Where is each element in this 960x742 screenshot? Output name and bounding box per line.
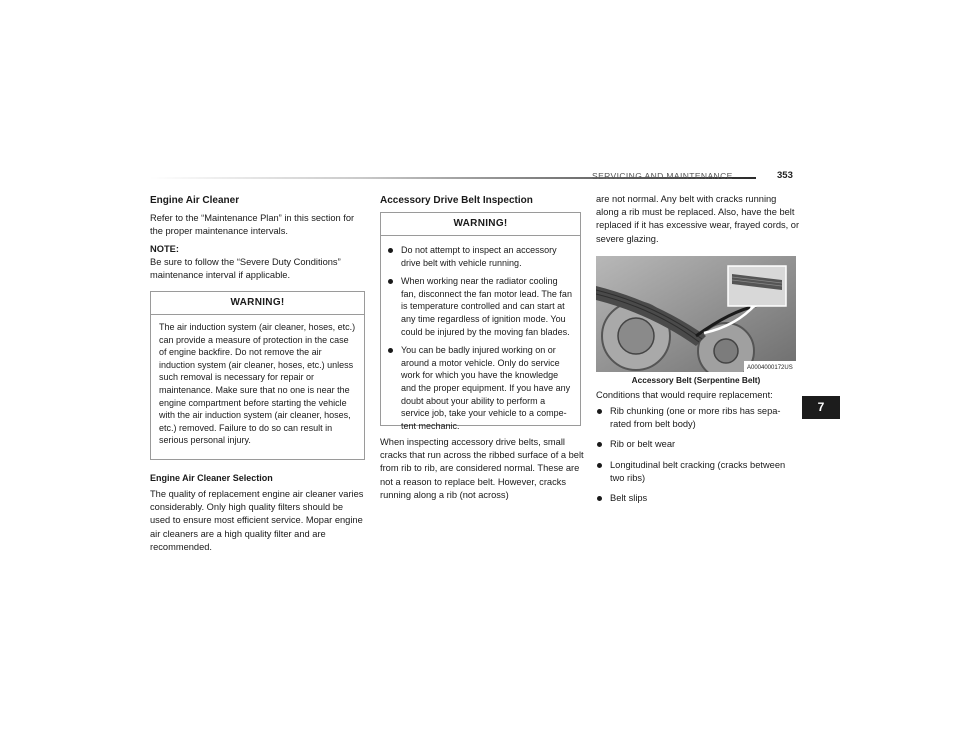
warning-item: When working near the radiator cooling fan, disconnect the fan motor lead. The fan is temperature controlled and can start at any time regardless of ignition mode. You could be injured by the moving fan blades. (387, 275, 574, 338)
chapter-tab: 7 (802, 396, 840, 419)
condition-item: Belt slips (596, 492, 796, 505)
section-title: SERVICING AND MAINTENANCE (592, 171, 733, 181)
note-label: NOTE: (150, 244, 179, 254)
warning-box-air-induction (150, 291, 365, 460)
intro-paragraph: Refer to the “Maintenance Plan” in this section for the proper maintenance intervals. (150, 213, 355, 237)
bullet-icon (597, 442, 602, 447)
condition-item: Rib or belt wear (596, 438, 796, 451)
subheading-air-cleaner-selection: Engine Air Cleaner Selection (150, 473, 273, 483)
bullet-icon (388, 279, 393, 284)
bullet-icon (388, 348, 393, 353)
warning-item: Do not attempt to inspect an accessory drive belt with vehicle running. (387, 244, 574, 269)
conditions-intro: Conditions that would require replacement: (596, 390, 773, 400)
warning-title: WARNING! (151, 292, 364, 315)
bullet-icon (597, 496, 602, 501)
bullet-icon (597, 463, 602, 468)
note-text: Be sure to follow the “Severe Duty Conditions” maintenance interval if applicable. (150, 257, 341, 281)
heading-engine-air-cleaner: Engine Air Cleaner (150, 195, 240, 206)
warning-item: You can be badly injured working on or around a motor vehicle. Only do service work for which you have the knowledge and the proper equipment. If you have any doubt about your ability to perform a service job, take your vehicle to a compe-tent mechanic. (387, 344, 574, 432)
serpentine-belt-illustration (596, 256, 796, 372)
figure-code: A0004000172US (747, 365, 793, 371)
warning-title: WARNING! (381, 213, 580, 236)
warning-box-drive-belt (380, 212, 581, 431)
warning-text: The air induction system (air cleaner, hoses, etc.) can provide a measure of protection in the case of engine backfire. Do not remove the air induction system (air cleaner, hoses, etc.) unless such removal is necessary for repair or maintenance. Make sure that no one is near the engine compartment before starting the vehicle with the air induction system (air cleaner, hoses, etc.) removed. Failure to do so can result in serious personal injury. (159, 322, 356, 446)
heading-drive-belt-inspection: Accessory Drive Belt Inspection (380, 195, 533, 206)
bullet-icon (597, 409, 602, 414)
page-number: 353 (777, 170, 793, 181)
condition-item: Rib chunking (one or more ribs has sepa-rated from belt body) (596, 405, 796, 431)
figure-caption: Accessory Belt (Serpentine Belt) (631, 375, 761, 385)
continued-paragraph: are not normal. Any belt with cracks running along a rib must be replaced. Also, have the belt replaced if it has excessive wear, frayed cords, or severe glazing. (596, 194, 800, 244)
condition-item: Longitudinal belt cracking (cracks between two ribs) (596, 459, 796, 485)
inspection-paragraph: When inspecting accessory drive belts, small cracks that run across the ribbed surface of a belt from rib to rib, are considered normal. These are not a reason to replace belt. However, cracks running along a rib (not across) (380, 437, 584, 500)
belt-figure (596, 256, 796, 372)
bullet-icon (388, 248, 393, 253)
selection-paragraph: The quality of replacement engine air cleaner varies considerably. Only high quality filters should be used to ensure most efficient service. Mopar engine air cleaners are a high quality filter and are recommended. (150, 489, 364, 552)
